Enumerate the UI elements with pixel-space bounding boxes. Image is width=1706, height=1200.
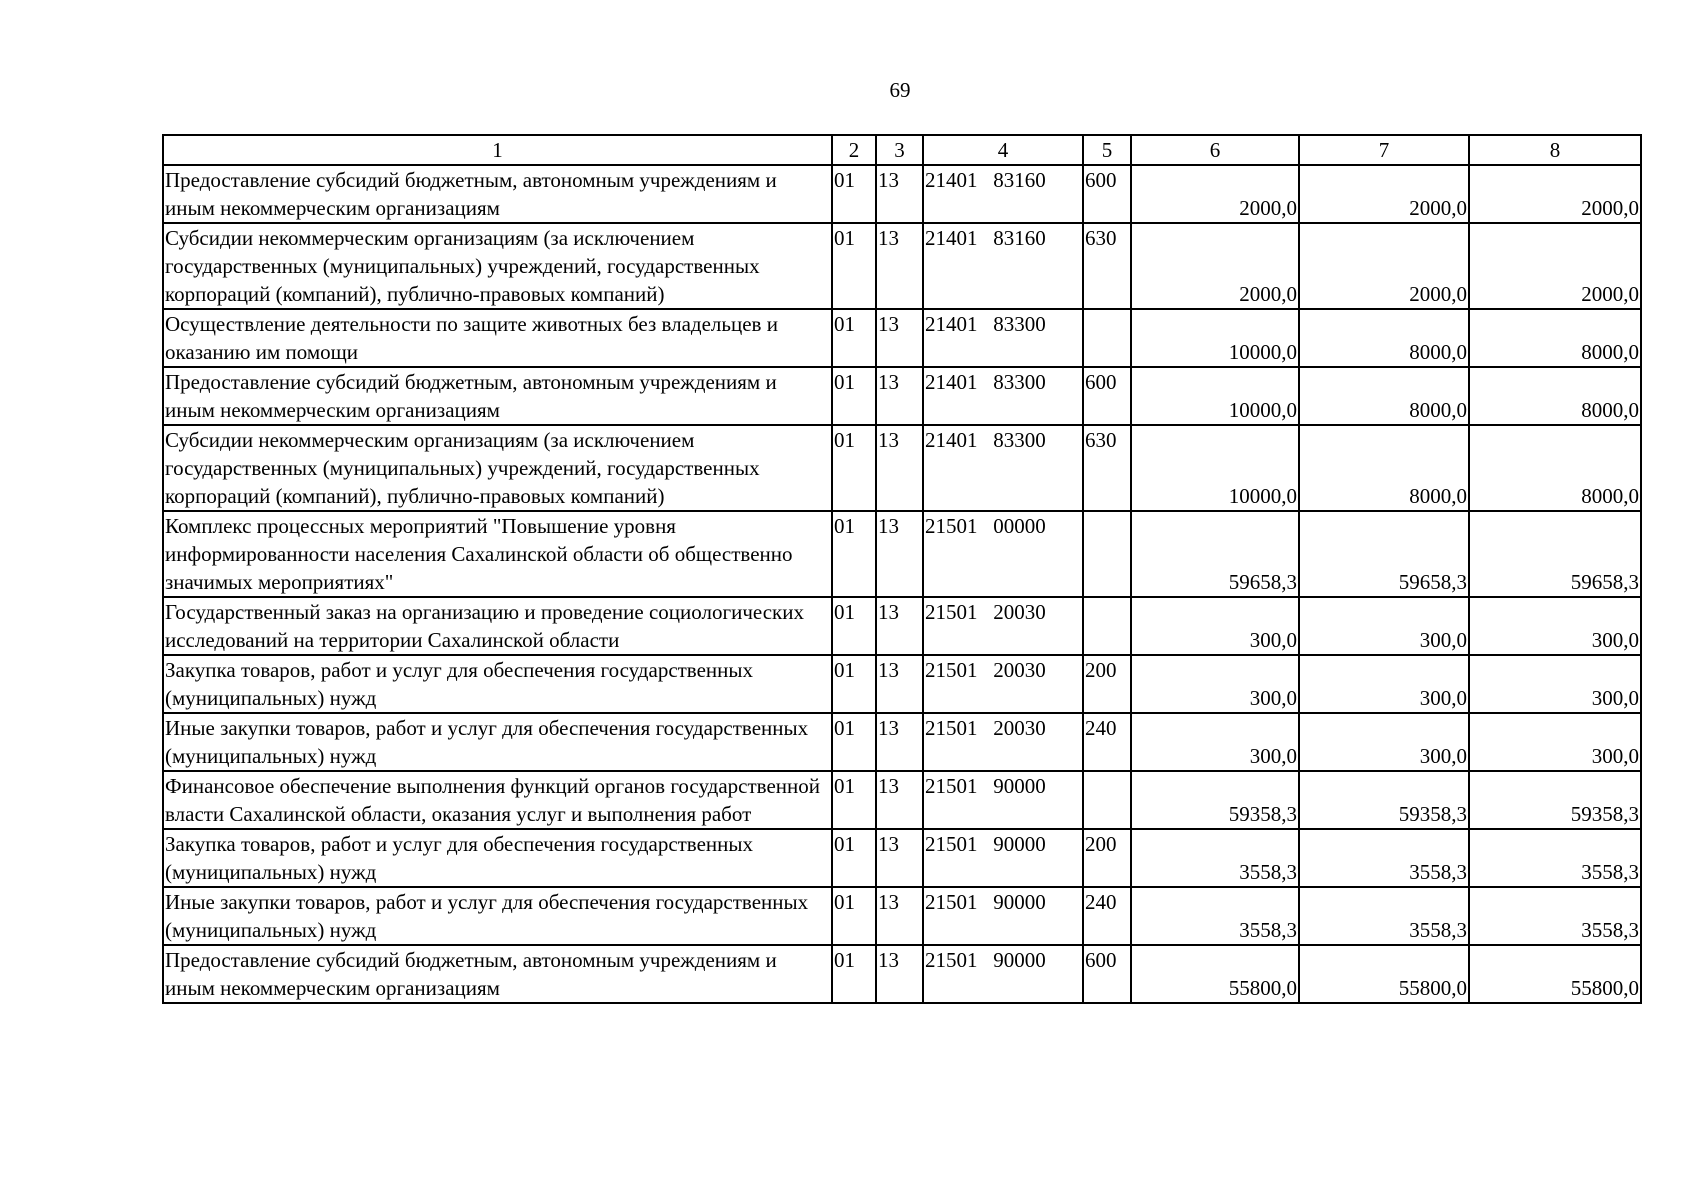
row-name: Осуществление деятельности по защите животных без владельцев и оказанию им помощи xyxy=(163,309,832,367)
page-number: 69 xyxy=(889,78,911,102)
amount-col7: 300,0 xyxy=(1299,713,1469,771)
column-header: 8 xyxy=(1469,135,1641,165)
amount-col6: 2000,0 xyxy=(1131,223,1299,309)
amount-col8: 3558,3 xyxy=(1469,829,1641,887)
column-header: 3 xyxy=(876,135,923,165)
row-name: Закупка товаров, работ и услуг для обеспечения государственных (муниципальных) нужд xyxy=(163,655,832,713)
expense-type-code xyxy=(1083,771,1131,829)
row-name: Комплекс процессных мероприятий "Повышение уровня информированности населения Сахалинской области об общественно значимых мероприятиях" xyxy=(163,511,832,597)
amount-col7: 300,0 xyxy=(1299,597,1469,655)
subsection-code: 13 xyxy=(876,425,923,511)
amount-col6: 300,0 xyxy=(1131,597,1299,655)
target-article-code: 21501 90000 xyxy=(923,829,1083,887)
row-name: Предоставление субсидий бюджетным, автономным учреждениям и иным некоммерческим организациям xyxy=(163,165,832,223)
row-name: Предоставление субсидий бюджетным, автономным учреждениям и иным некоммерческим организациям xyxy=(163,945,832,1003)
table-row xyxy=(163,165,1641,223)
amount-col7: 59658,3 xyxy=(1299,511,1469,597)
section-code: 01 xyxy=(832,165,876,223)
expense-type-code: 200 xyxy=(1083,655,1131,713)
expense-type-code: 200 xyxy=(1083,829,1131,887)
table-row xyxy=(163,367,1641,425)
amount-col6: 10000,0 xyxy=(1131,367,1299,425)
amount-col8: 55800,0 xyxy=(1469,945,1641,1003)
column-header: 7 xyxy=(1299,135,1469,165)
column-header: 1 xyxy=(163,135,832,165)
amount-col6: 10000,0 xyxy=(1131,425,1299,511)
amount-col6: 2000,0 xyxy=(1131,165,1299,223)
section-code: 01 xyxy=(832,829,876,887)
amount-col7: 8000,0 xyxy=(1299,309,1469,367)
amount-col7: 3558,3 xyxy=(1299,829,1469,887)
expense-type-code: 240 xyxy=(1083,887,1131,945)
expense-type-code: 630 xyxy=(1083,425,1131,511)
table-row xyxy=(163,309,1641,367)
amount-col8: 59358,3 xyxy=(1469,771,1641,829)
expense-type-code: 240 xyxy=(1083,713,1131,771)
header-row xyxy=(163,135,1641,165)
row-name: Предоставление субсидий бюджетным, автономным учреждениям и иным некоммерческим организациям xyxy=(163,367,832,425)
row-name: Государственный заказ на организацию и проведение социологических исследований на территории Сахалинской области xyxy=(163,597,832,655)
amount-col7: 2000,0 xyxy=(1299,223,1469,309)
target-article-code: 21501 90000 xyxy=(923,771,1083,829)
subsection-code: 13 xyxy=(876,887,923,945)
amount-col8: 2000,0 xyxy=(1469,223,1641,309)
amount-col7: 2000,0 xyxy=(1299,165,1469,223)
table-row xyxy=(163,655,1641,713)
target-article-code: 21501 20030 xyxy=(923,713,1083,771)
table-row xyxy=(163,887,1641,945)
table-row xyxy=(163,223,1641,309)
amount-col6: 10000,0 xyxy=(1131,309,1299,367)
amount-col8: 8000,0 xyxy=(1469,425,1641,511)
expense-type-code: 600 xyxy=(1083,945,1131,1003)
subsection-code: 13 xyxy=(876,771,923,829)
section-code: 01 xyxy=(832,223,876,309)
section-code: 01 xyxy=(832,771,876,829)
amount-col6: 3558,3 xyxy=(1131,887,1299,945)
expense-type-code: 600 xyxy=(1083,165,1131,223)
amount-col8: 300,0 xyxy=(1469,597,1641,655)
amount-col6: 59658,3 xyxy=(1131,511,1299,597)
section-code: 01 xyxy=(832,945,876,1003)
section-code: 01 xyxy=(832,887,876,945)
target-article-code: 21401 83160 xyxy=(923,223,1083,309)
section-code: 01 xyxy=(832,655,876,713)
column-header: 5 xyxy=(1083,135,1131,165)
amount-col6: 300,0 xyxy=(1131,713,1299,771)
table-row xyxy=(163,425,1641,511)
target-article-code: 21501 00000 xyxy=(923,511,1083,597)
amount-col7: 8000,0 xyxy=(1299,367,1469,425)
table-row xyxy=(163,829,1641,887)
section-code: 01 xyxy=(832,511,876,597)
subsection-code: 13 xyxy=(876,829,923,887)
target-article-code: 21401 83300 xyxy=(923,309,1083,367)
amount-col8: 8000,0 xyxy=(1469,309,1641,367)
budget-table xyxy=(162,134,1642,1004)
subsection-code: 13 xyxy=(876,945,923,1003)
subsection-code: 13 xyxy=(876,309,923,367)
target-article-code: 21401 83300 xyxy=(923,425,1083,511)
amount-col8: 8000,0 xyxy=(1469,367,1641,425)
row-name: Иные закупки товаров, работ и услуг для обеспечения государственных (муниципальных) нужд xyxy=(163,887,832,945)
table-row xyxy=(163,945,1641,1003)
table-row xyxy=(163,511,1641,597)
amount-col8: 300,0 xyxy=(1469,713,1641,771)
amount-col6: 3558,3 xyxy=(1131,829,1299,887)
row-name: Иные закупки товаров, работ и услуг для обеспечения государственных (муниципальных) нужд xyxy=(163,713,832,771)
subsection-code: 13 xyxy=(876,165,923,223)
expense-type-code: 600 xyxy=(1083,367,1131,425)
subsection-code: 13 xyxy=(876,597,923,655)
section-code: 01 xyxy=(832,713,876,771)
amount-col7: 59358,3 xyxy=(1299,771,1469,829)
amount-col8: 300,0 xyxy=(1469,655,1641,713)
expense-type-code xyxy=(1083,309,1131,367)
expense-type-code: 630 xyxy=(1083,223,1131,309)
subsection-code: 13 xyxy=(876,511,923,597)
section-code: 01 xyxy=(832,309,876,367)
row-name: Субсидии некоммерческим организациям (за исключением государственных (муниципальных) учреждений, государственных корпораций (компаний), публично-правовых компаний) xyxy=(163,425,832,511)
section-code: 01 xyxy=(832,367,876,425)
expense-type-code xyxy=(1083,511,1131,597)
row-name: Финансовое обеспечение выполнения функций органов государственной власти Сахалинской области, оказания услуг и выполнения работ xyxy=(163,771,832,829)
target-article-code: 21401 83300 xyxy=(923,367,1083,425)
amount-col7: 55800,0 xyxy=(1299,945,1469,1003)
table-row xyxy=(163,713,1641,771)
section-code: 01 xyxy=(832,597,876,655)
amount-col6: 59358,3 xyxy=(1131,771,1299,829)
amount-col7: 300,0 xyxy=(1299,655,1469,713)
section-code: 01 xyxy=(832,425,876,511)
target-article-code: 21501 90000 xyxy=(923,945,1083,1003)
subsection-code: 13 xyxy=(876,713,923,771)
row-name: Закупка товаров, работ и услуг для обеспечения государственных (муниципальных) нужд xyxy=(163,829,832,887)
target-article-code: 21401 83160 xyxy=(923,165,1083,223)
table-row xyxy=(163,597,1641,655)
column-header: 6 xyxy=(1131,135,1299,165)
table-row xyxy=(163,771,1641,829)
expense-type-code xyxy=(1083,597,1131,655)
target-article-code: 21501 20030 xyxy=(923,597,1083,655)
amount-col8: 2000,0 xyxy=(1469,165,1641,223)
subsection-code: 13 xyxy=(876,223,923,309)
amount-col7: 8000,0 xyxy=(1299,425,1469,511)
amount-col8: 59658,3 xyxy=(1469,511,1641,597)
row-name: Субсидии некоммерческим организациям (за исключением государственных (муниципальных) учреждений, государственных корпораций (компаний), публично-правовых компаний) xyxy=(163,223,832,309)
target-article-code: 21501 20030 xyxy=(923,655,1083,713)
amount-col6: 55800,0 xyxy=(1131,945,1299,1003)
target-article-code: 21501 90000 xyxy=(923,887,1083,945)
amount-col8: 3558,3 xyxy=(1469,887,1641,945)
column-header: 2 xyxy=(832,135,876,165)
amount-col6: 300,0 xyxy=(1131,655,1299,713)
subsection-code: 13 xyxy=(876,367,923,425)
column-header: 4 xyxy=(923,135,1083,165)
subsection-code: 13 xyxy=(876,655,923,713)
amount-col7: 3558,3 xyxy=(1299,887,1469,945)
